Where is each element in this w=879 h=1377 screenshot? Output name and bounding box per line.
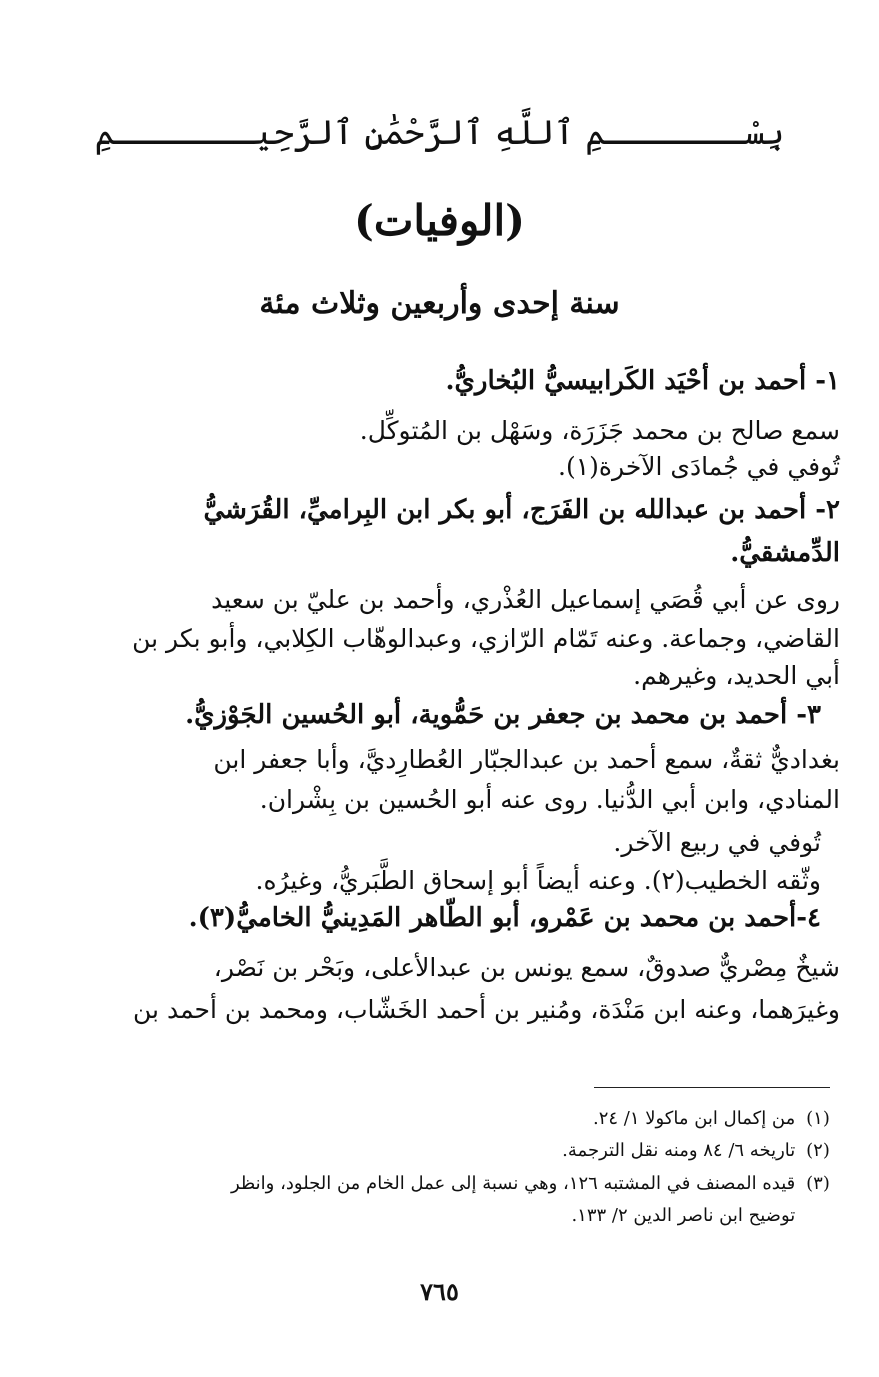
entry-2-text: أبي الحديد، وغيرهم. (633, 661, 840, 690)
entry-4-text: شيخٌ مِصْريٌّ صدوقٌ، سمع يونس بن عبدالأعلى، وبَحْر بن نَصْر، (213, 953, 840, 982)
footnote-number: (٢) (806, 1140, 830, 1161)
year-title: سنة إحدى وأربعين وثلاث مئة (259, 286, 620, 321)
basmala-header: بِسْـــــــمِ ٱللَّهِ ٱلرَّحْمَٰنِ ٱلرَّحِيـــــــمِ (94, 113, 785, 153)
footnote-3 (231, 1173, 835, 1194)
entry-2-title: ٢- أحمد بن عبدالله بن الفَرَج، أبو بكر ابن البِراميِّ، القُرَشيُّ (203, 495, 840, 525)
section-heading: (الوفيات) (354, 196, 525, 245)
entry-2-text: روى عن أبي قُصَي إسماعيل العُذْري، وأحمد بن عليّ بن سعيد (211, 585, 840, 614)
footnote-3-cont (571, 1205, 835, 1226)
footnote-2 (562, 1140, 835, 1161)
footnote-1 (593, 1108, 835, 1129)
entry-3-death: تُوفي في ربيع الآخر. (613, 828, 821, 857)
entry-1-title: ١- أحمد بن أحْيَد الكَرابيسيُّ البُخاريُّ. (445, 366, 840, 396)
entry-2-text: القاضي، وجماعة. وعنه تَمّام الرّازي، وعبدالوهّاب الكِلابي، وأبو بكر بن (132, 624, 840, 653)
entry-3-text: المنادي، وابن أبي الدُّنيا. روى عنه أبو الحُسين بن بِشْران. (259, 785, 840, 814)
entry-4-text: وغيرَهما، وعنه ابن مَنْدَة، ومُنير بن أحمد الخَشّاب، ومحمد بن أحمد بن (133, 995, 840, 1024)
page-number: ٧٦٥ (420, 1277, 459, 1306)
entry-2-title-cont: الدِّمشقيُّ. (730, 538, 840, 568)
entry-3-text: بغداديٌّ ثقةٌ، سمع أحمد بن عبدالجبّار العُطارِديَّ، وأبا جعفر ابن (213, 745, 840, 774)
entry-1-text: سمع صالح بن محمد جَزَرَة، وسَهْل بن المُتوكِّل. (359, 416, 840, 445)
entry-3-title: ٣- أحمد بن محمد بن جعفر بن حَمُّوية، أبو الحُسين الجَوْزيُّ. (185, 700, 821, 730)
footnote-text: قيده المصنف في المشتبه ١٢٦، وهي نسبة إلى عمل الخام من الجلود، وانظر (230, 1173, 796, 1194)
entry-3-note: وثّقه الخطيب(٢). وعنه أيضاً أبو إسحاق الطَّبَريُّ، وغيرُه. (255, 866, 821, 895)
entry-1-death: تُوفي في جُمادَى الآخرة(١). (558, 452, 840, 481)
entry-4-title: ٤-أحمد بن محمد بن عَمْرو، أبو الطّاهر المَدِينيُّ الخاميُّ(٣). (188, 903, 821, 933)
footnote-text: توضيح ابن ناصر الدين ٢/ ١٣٣. (571, 1205, 796, 1226)
footnote-text: من إكمال ابن ماكولا ١/ ٢٤. (592, 1108, 796, 1129)
footnote-separator (594, 1087, 830, 1088)
footnote-number: (١) (806, 1108, 830, 1129)
footnote-number: (٣) (806, 1173, 830, 1194)
footnote-text: تاريخه ٦/ ٨٤ ومنه نقل الترجمة. (562, 1140, 796, 1161)
